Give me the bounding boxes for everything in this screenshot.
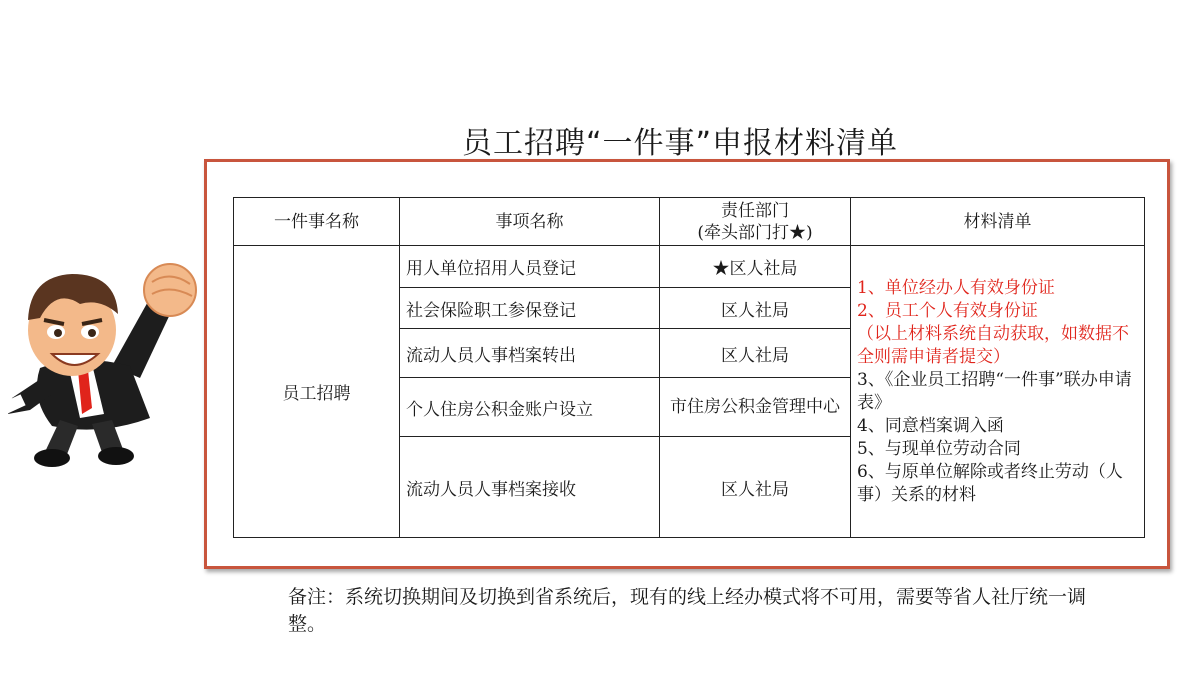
dept-cell: 区人社局 [660,437,851,538]
item-cell: 流动人员人事档案接收 [400,437,660,538]
materials-table [233,197,1145,538]
header-event-name: 一件事名称 [234,198,400,246]
dept-cell: ★区人社局 [660,246,851,288]
cartoon-businessman-icon [0,258,210,470]
material-item: 4、同意档案调入函 [857,415,1004,436]
event-name-cell: 员工招聘 [234,246,400,538]
item-cell: 社会保险职工参保登记 [400,288,660,329]
dept-cell: 区人社局 [660,288,851,329]
dept-cell: 区人社局 [660,329,851,378]
header-materials: 材料清单 [851,198,1145,246]
item-cell: 流动人员人事档案转出 [400,329,660,378]
dept-cell: 市住房公积金管理中心 [660,378,851,437]
table-header-row [234,198,1145,246]
footnote: 备注：系统切换期间及切换到省系统后，现有的线上经办模式将不可用，需要等省人社厅统一调整。 [288,586,1087,635]
material-item: （以上材料系统自动获取，如数据不全则需申请者提交） [857,323,1129,367]
page-title: 员工招聘“一件事”申报材料清单 [461,126,899,161]
table-row [234,246,1145,288]
header-dept-line1: 责任部门 [721,200,789,221]
header-item-name: 事项名称 [400,198,660,246]
material-item: 5、与现单位劳动合同 [857,438,1021,459]
header-dept-line2: (牵头部门打★) [697,222,813,243]
materials-list [851,246,1145,538]
material-item: 6、与原单位解除或者终止劳动（人事）关系的材料 [857,461,1123,505]
item-cell: 用人单位招用人员登记 [400,246,660,288]
item-cell: 个人住房公积金账户设立 [400,378,660,437]
material-item: 1、单位经办人有效身份证 [857,277,1055,298]
header-dept [660,198,851,246]
material-item: 3、《企业员工招聘“一件事”联办申请表》 [857,369,1132,413]
material-item: 2、员工个人有效身份证 [857,300,1038,321]
